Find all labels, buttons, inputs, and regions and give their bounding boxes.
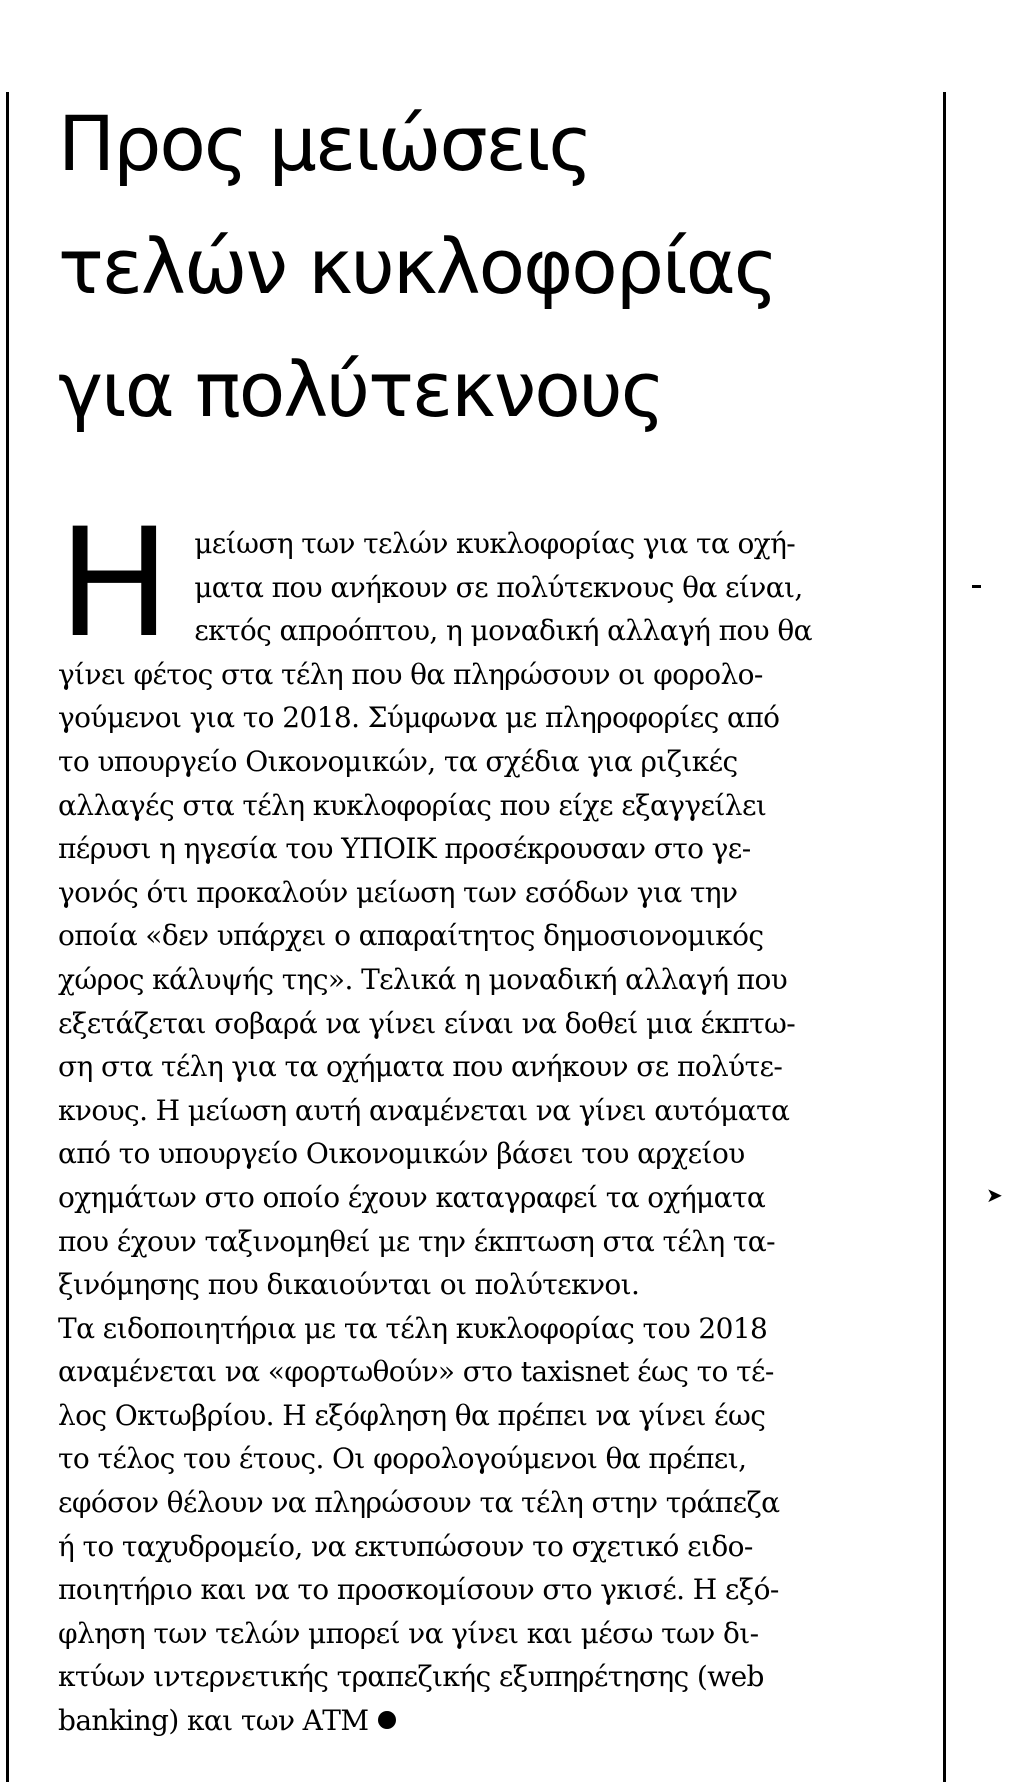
body-line-last-text: banking) και των ΑΤΜ	[58, 1704, 369, 1738]
body-line: κτύων ιντερνετικής τραπεζικής εξυπηρέτησης (web	[58, 1660, 764, 1694]
body-line: οχημάτων στο οποίο έχουν καταγραφεί τα οχήματα	[58, 1180, 766, 1214]
body-line: γίνει φέτος στα τέλη που θα πληρώσουν οι φορολο-	[58, 657, 763, 691]
column-rule-right	[943, 92, 946, 1782]
drop-cap: Η	[58, 497, 171, 671]
body-line: εφόσον θέλουν να πληρώσουν τα τέλη στην τράπεζα	[58, 1486, 780, 1520]
body-line: ση στα τέλη για τα οχήματα που ανήκουν σε πολύτε-	[58, 1050, 783, 1084]
column-rule-left	[6, 92, 9, 1782]
body-line: εκτός απροόπτου, η μοναδική αλλαγή που θα	[194, 614, 812, 648]
body-line: φληση των τελών μπορεί να γίνει και μέσω των δι-	[58, 1616, 759, 1650]
margin-dash-mark	[972, 585, 981, 588]
article-body	[58, 497, 894, 1743]
body-line: γούμενοι για το 2018. Σύμφωνα με πληροφορίες από	[58, 701, 780, 735]
body-line: από το υπουργείο Οικονομικών βάσει του αρχείου	[58, 1137, 745, 1171]
right-arrowhead-icon: ➤	[986, 1183, 1003, 1207]
headline-line: για πολύτεκνους	[58, 345, 664, 434]
body-paragraphs	[58, 653, 894, 1699]
body-line: αλλαγές στα τέλη κυκλοφορίας που είχε εξαγγείλει	[58, 788, 767, 822]
headline	[58, 82, 894, 451]
body-line: πέρυσι η ηγεσία του ΥΠΟΙΚ προσέκρουσαν στο γε-	[58, 832, 751, 866]
body-line: Τα ειδοποιητήρια με τα τέλη κυκλοφορίας του 2018	[58, 1311, 768, 1345]
headline-line: τελών κυκλοφορίας	[58, 222, 777, 311]
body-line: ποιητήριο και να το προσκομίσουν στο γκισέ. Η εξό-	[58, 1573, 779, 1607]
headline-line: Προς μειώσεις	[58, 99, 592, 188]
body-line-last	[58, 1699, 894, 1743]
body-line: το υπουργείο Οικονομικών, τα σχέδια για ριζικές	[58, 744, 738, 778]
body-line: οποία «δεν υπάρχει ο απαραίτητος δημοσιονομικός	[58, 919, 764, 953]
body-line: λος Οκτωβρίου. Η εξόφληση θα πρέπει να γίνει έως	[58, 1398, 766, 1432]
body-line: χώρος κάλυψής της». Τελικά η μοναδική αλλαγή που	[58, 962, 788, 996]
body-line: ματα που ανήκουν σε πολύτεκνους θα είναι,	[194, 570, 803, 604]
body-line: ξινόμησης που δικαιούνται οι πολύτεκνοι.	[58, 1268, 640, 1302]
body-line: γονός ότι προκαλούν μείωση των εσόδων για την	[58, 875, 738, 909]
end-mark-icon	[378, 1711, 396, 1729]
body-line: μείωση των τελών κυκλοφορίας για τα οχή-	[194, 527, 796, 560]
body-line: ή το ταχυδρομείο, να εκτυπώσουν το σχετικό ειδο-	[58, 1529, 753, 1563]
body-line: το τέλος του έτους. Οι φορολογούμενοι θα πρέπει,	[58, 1442, 747, 1476]
body-line: εξετάζεται σοβαρά να γίνει είναι να δοθεί μια έκπτω-	[58, 1006, 796, 1040]
body-line: που έχουν ταξινομηθεί με την έκπτωση στα τέλη τα-	[58, 1224, 775, 1258]
body-line: κνους. Η μείωση αυτή αναμένεται να γίνει αυτόματα	[58, 1093, 790, 1127]
body-line: αναμένεται να «φορτωθούν» στο taxisnet έως το τέ-	[58, 1355, 774, 1389]
